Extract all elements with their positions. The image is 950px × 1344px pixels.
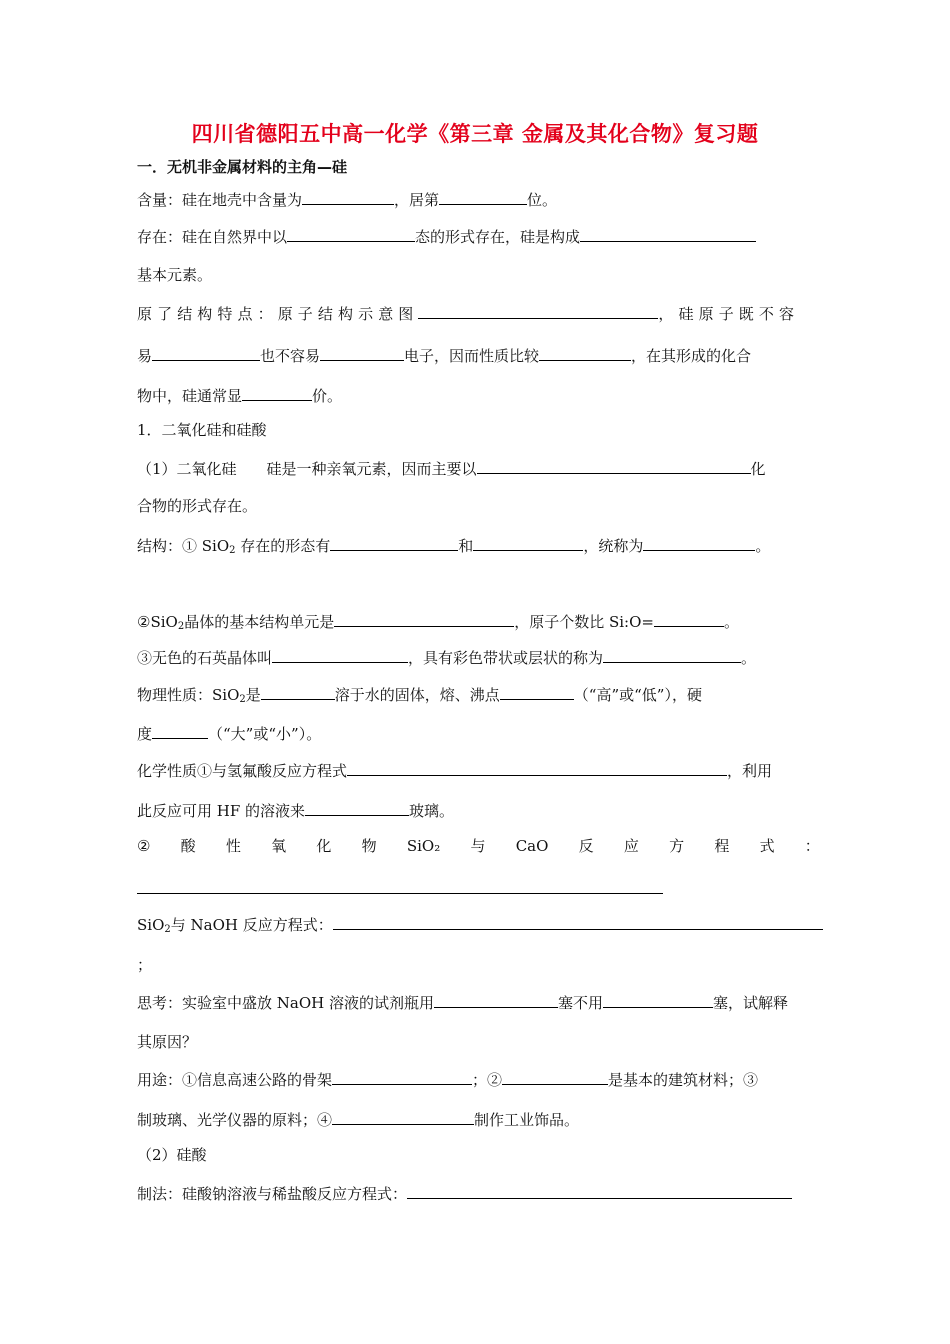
think-line-2: 其原因？: [137, 1033, 198, 1051]
blank-field[interactable]: [502, 1068, 608, 1085]
blank-field[interactable]: [334, 610, 514, 627]
acidic-oxide-line: ② 酸 性 氧 化 物 SiO₂ 与 CaO 反 应 方 程 式 ：: [137, 837, 820, 855]
blank-field[interactable]: [302, 188, 394, 205]
blank-field[interactable]: [473, 534, 583, 551]
blank-field[interactable]: [320, 344, 404, 361]
quartz-line: ③无色的石英晶体叫 ，具有彩色带状或层状的称为 。: [137, 646, 756, 668]
blank-field[interactable]: [580, 225, 756, 242]
physical-line-2: 度 （“大”或“小”）。: [137, 722, 321, 744]
blank-field[interactable]: [407, 1182, 792, 1199]
blank-field[interactable]: [152, 722, 208, 739]
blank-field[interactable]: [654, 610, 724, 627]
blank-field[interactable]: [418, 302, 658, 319]
think-line: 思考：实验室中盛放 NaOH 溶液的试剂瓶用 塞不用 塞，试解释: [137, 991, 788, 1013]
atom-line-2: 易 也不容易 电子，因而性质比较 ，在其形成的化合: [137, 344, 751, 366]
unit-line: ②SiO$_2$晶体的基本结构单元是 ，原子个数比 Si:O= 。: [137, 610, 739, 637]
existence-line-2: 基本元素。: [137, 266, 213, 284]
naoh-line-2: ；: [137, 956, 153, 974]
usage-line-2: 制玻璃、光学仪器的原料；④ 制作工业饰品。: [137, 1108, 579, 1130]
content-line: 含量：硅在地壳中含量为 ，居第 位。: [137, 188, 557, 210]
page-title: 四川省德阳五中高一化学《第三章 金属及其化合物》复习题: [191, 122, 759, 146]
subsection-heading-2: （2）硅酸: [137, 1146, 207, 1164]
atom-line-3: 物中，硅通常显 价。: [137, 384, 342, 406]
blank-field[interactable]: [500, 683, 574, 700]
blank-field[interactable]: [332, 1068, 472, 1085]
blank-field[interactable]: [539, 344, 631, 361]
prep-line: 制法：硅酸钠溶液与稀盐酸反应方程式：: [137, 1182, 792, 1204]
structure-line: 结构：① SiO$_2$ 存在的形态有 和 ，统称为 。: [137, 534, 770, 561]
chemical-line-2: 此反应可用 HF 的溶液来 玻璃。: [137, 799, 454, 821]
blank-field[interactable]: [242, 384, 312, 401]
answer-line[interactable]: [137, 893, 663, 894]
blank-field[interactable]: [287, 225, 415, 242]
sio2-line: （1）二氧化硅 硅是一种亲氧元素，因而主要以 化: [137, 457, 766, 479]
blank-field[interactable]: [272, 646, 408, 663]
usage-line: 用途：①信息高速公路的骨架 ；② 是基本的建筑材料；③: [137, 1068, 758, 1090]
blank-field[interactable]: [603, 991, 713, 1008]
blank-field[interactable]: [305, 799, 409, 816]
blank-field[interactable]: [261, 683, 335, 700]
blank-field[interactable]: [643, 534, 755, 551]
atom-line: 原了结构特点：原子结构示意图 ，硅原子既不容: [137, 302, 799, 324]
section-heading: 一．无机非金属材料的主角—硅: [137, 158, 348, 176]
existence-line: 存在：硅在自然界中以 态的形式存在，硅是构成: [137, 225, 756, 247]
subsection-heading: 1．二氧化硅和硅酸: [137, 421, 267, 439]
blank-field[interactable]: [603, 646, 741, 663]
blank-field[interactable]: [439, 188, 527, 205]
blank-field[interactable]: [332, 1108, 474, 1125]
blank-field[interactable]: [330, 534, 458, 551]
blank-field[interactable]: [477, 457, 751, 474]
blank-field[interactable]: [152, 344, 260, 361]
naoh-line: SiO$_2$与 NaOH 反应方程式：: [137, 913, 823, 940]
physical-line: 物理性质：SiO$_2$是 溶于水的固体，熔、沸点 （“高”或“低”），硬: [137, 683, 702, 710]
chemical-line: 化学性质①与氢氟酸反应方程式 ，利用: [137, 759, 772, 781]
blank-field[interactable]: [434, 991, 558, 1008]
blank-field[interactable]: [347, 759, 727, 776]
blank-field[interactable]: [333, 913, 823, 930]
sio2-line-2: 合物的形式存在。: [137, 497, 258, 515]
